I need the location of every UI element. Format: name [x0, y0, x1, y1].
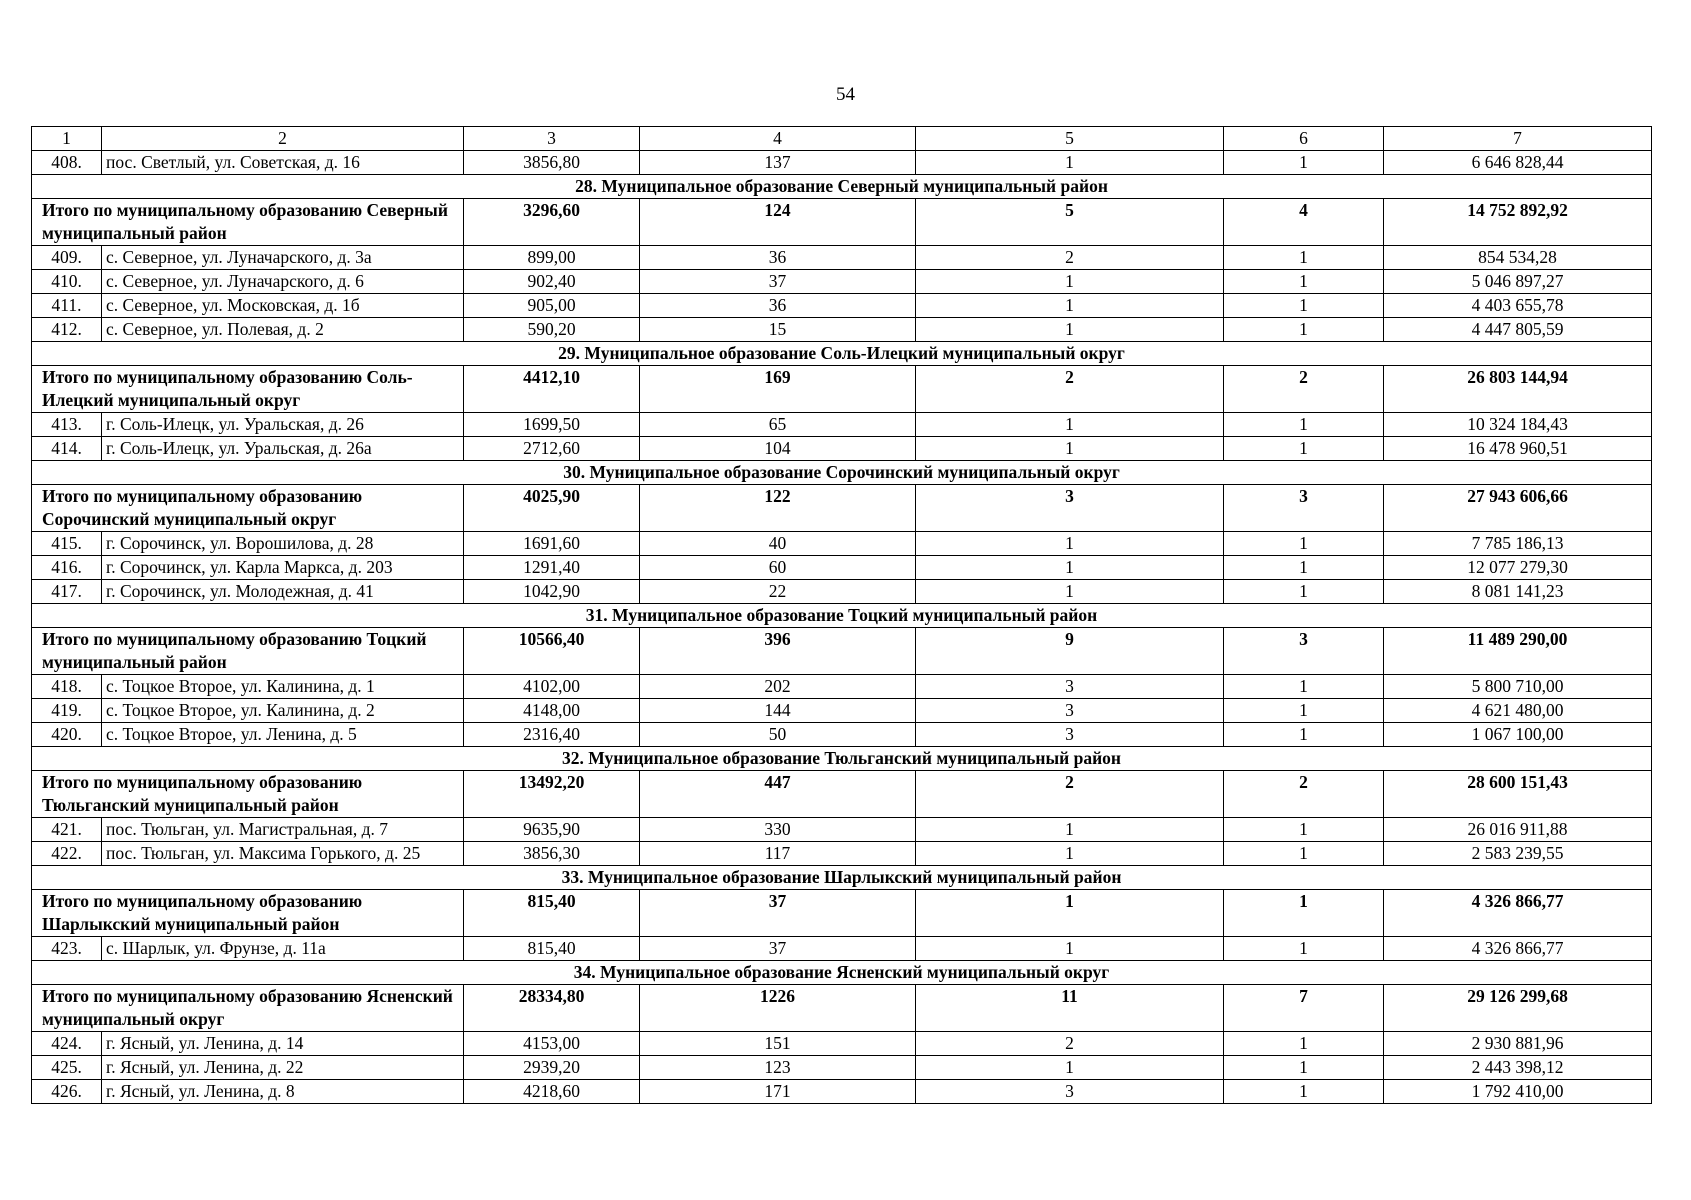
row-address: с. Тоцкое Второе, ул. Калинина, д. 1	[102, 675, 464, 699]
row-residents: 104	[640, 437, 916, 461]
row-address: с. Северное, ул. Полевая, д. 2	[102, 318, 464, 342]
section-title: 28. Муниципальное образование Северный муниципальный район	[32, 175, 1652, 199]
row-residents: 330	[640, 818, 916, 842]
row-address: г. Сорочинск, ул. Молодежная, д. 41	[102, 580, 464, 604]
row-area: 902,40	[464, 270, 640, 294]
row-cost: 8 081 141,23	[1384, 580, 1652, 604]
row-address: г. Ясный, ул. Ленина, д. 8	[102, 1080, 464, 1104]
row-address: с. Северное, ул. Луначарского, д. 3а	[102, 246, 464, 270]
row-number: 420.	[32, 723, 102, 747]
row-area: 2316,40	[464, 723, 640, 747]
row-area: 815,40	[464, 937, 640, 961]
row-area: 4153,00	[464, 1032, 640, 1056]
table-row	[32, 818, 1652, 842]
row-address: с. Северное, ул. Московская, д. 1б	[102, 294, 464, 318]
table-row	[32, 294, 1652, 318]
total-col6: 7	[1224, 985, 1384, 1032]
row-address: с. Тоцкое Второе, ул. Калинина, д. 2	[102, 699, 464, 723]
row-col6: 1	[1224, 937, 1384, 961]
row-area: 2712,60	[464, 437, 640, 461]
total-residents: 396	[640, 628, 916, 675]
row-area: 905,00	[464, 294, 640, 318]
total-row	[32, 485, 1652, 532]
total-col5: 2	[916, 771, 1224, 818]
row-residents: 65	[640, 413, 916, 437]
section-title: 30. Муниципальное образование Сорочинский муниципальный округ	[32, 461, 1652, 485]
row-number: 426.	[32, 1080, 102, 1104]
table-row	[32, 699, 1652, 723]
total-col6: 3	[1224, 628, 1384, 675]
row-area: 1691,60	[464, 532, 640, 556]
row-col6: 1	[1224, 556, 1384, 580]
total-cost: 4 326 866,77	[1384, 890, 1652, 937]
row-number: 424.	[32, 1032, 102, 1056]
page-number: 54	[836, 84, 855, 105]
row-cost: 10 324 184,43	[1384, 413, 1652, 437]
row-number: 421.	[32, 818, 102, 842]
total-row	[32, 890, 1652, 937]
row-area: 1042,90	[464, 580, 640, 604]
row-col6: 1	[1224, 699, 1384, 723]
total-cost: 29 126 299,68	[1384, 985, 1652, 1032]
row-cost: 4 447 805,59	[1384, 318, 1652, 342]
row-number: 411.	[32, 294, 102, 318]
row-col5: 1	[916, 437, 1224, 461]
row-cost: 7 785 186,13	[1384, 532, 1652, 556]
row-area: 3856,30	[464, 842, 640, 866]
column-header: 5	[916, 127, 1224, 151]
row-col6: 1	[1224, 818, 1384, 842]
row-address: с. Шарлык, ул. Фрунзе, д. 11а	[102, 937, 464, 961]
total-residents: 37	[640, 890, 916, 937]
total-residents: 124	[640, 199, 916, 246]
row-col6: 1	[1224, 675, 1384, 699]
row-col5: 2	[916, 246, 1224, 270]
row-address: г. Сорочинск, ул. Карла Маркса, д. 203	[102, 556, 464, 580]
table-row	[32, 1080, 1652, 1104]
row-col6: 1	[1224, 1032, 1384, 1056]
row-cost: 26 016 911,88	[1384, 818, 1652, 842]
total-col5: 2	[916, 366, 1224, 413]
total-area: 3296,60	[464, 199, 640, 246]
total-col6: 4	[1224, 199, 1384, 246]
table-row	[32, 270, 1652, 294]
row-cost: 16 478 960,51	[1384, 437, 1652, 461]
total-label: Итого по муниципальному образованию Тоцкий муниципальный район	[32, 628, 464, 675]
row-col6: 1	[1224, 270, 1384, 294]
row-residents: 37	[640, 937, 916, 961]
table-row	[32, 532, 1652, 556]
row-area: 3856,80	[464, 151, 640, 175]
section-header-row	[32, 866, 1652, 890]
row-number: 408.	[32, 151, 102, 175]
total-residents: 1226	[640, 985, 916, 1032]
row-cost: 12 077 279,30	[1384, 556, 1652, 580]
row-col5: 1	[916, 937, 1224, 961]
table-body	[32, 127, 1652, 1104]
row-col5: 1	[916, 1056, 1224, 1080]
row-col5: 3	[916, 699, 1224, 723]
table-row	[32, 1032, 1652, 1056]
total-area: 815,40	[464, 890, 640, 937]
section-header-row	[32, 342, 1652, 366]
total-col5: 1	[916, 890, 1224, 937]
total-residents: 447	[640, 771, 916, 818]
row-number: 425.	[32, 1056, 102, 1080]
row-area: 1291,40	[464, 556, 640, 580]
total-row	[32, 985, 1652, 1032]
table-row	[32, 842, 1652, 866]
row-residents: 50	[640, 723, 916, 747]
row-address: г. Ясный, ул. Ленина, д. 14	[102, 1032, 464, 1056]
total-area: 28334,80	[464, 985, 640, 1032]
section-header-row	[32, 604, 1652, 628]
total-label: Итого по муниципальному образованию Тюльганский муниципальный район	[32, 771, 464, 818]
total-row	[32, 366, 1652, 413]
total-col5: 5	[916, 199, 1224, 246]
row-cost: 854 534,28	[1384, 246, 1652, 270]
row-col6: 1	[1224, 246, 1384, 270]
row-col6: 1	[1224, 294, 1384, 318]
row-area: 899,00	[464, 246, 640, 270]
row-cost: 5 046 897,27	[1384, 270, 1652, 294]
row-number: 418.	[32, 675, 102, 699]
row-number: 414.	[32, 437, 102, 461]
row-number: 409.	[32, 246, 102, 270]
table-row	[32, 556, 1652, 580]
row-residents: 22	[640, 580, 916, 604]
row-cost: 4 621 480,00	[1384, 699, 1652, 723]
column-header: 1	[32, 127, 102, 151]
row-col6: 1	[1224, 437, 1384, 461]
total-area: 4412,10	[464, 366, 640, 413]
row-number: 412.	[32, 318, 102, 342]
row-number: 419.	[32, 699, 102, 723]
row-address: г. Соль-Илецк, ул. Уральская, д. 26	[102, 413, 464, 437]
total-area: 13492,20	[464, 771, 640, 818]
total-col6: 1	[1224, 890, 1384, 937]
row-residents: 123	[640, 1056, 916, 1080]
row-col6: 1	[1224, 580, 1384, 604]
row-col5: 1	[916, 532, 1224, 556]
total-cost: 26 803 144,94	[1384, 366, 1652, 413]
row-residents: 36	[640, 246, 916, 270]
row-area: 4218,60	[464, 1080, 640, 1104]
column-header: 2	[102, 127, 464, 151]
row-cost: 4 403 655,78	[1384, 294, 1652, 318]
column-header: 6	[1224, 127, 1384, 151]
row-area: 1699,50	[464, 413, 640, 437]
total-residents: 169	[640, 366, 916, 413]
section-header-row	[32, 961, 1652, 985]
row-cost: 6 646 828,44	[1384, 151, 1652, 175]
row-cost: 5 800 710,00	[1384, 675, 1652, 699]
total-cost: 11 489 290,00	[1384, 628, 1652, 675]
section-title: 32. Муниципальное образование Тюльганский муниципальный район	[32, 747, 1652, 771]
column-header: 4	[640, 127, 916, 151]
row-residents: 40	[640, 532, 916, 556]
row-address: г. Соль-Илецк, ул. Уральская, д. 26а	[102, 437, 464, 461]
row-col5: 1	[916, 818, 1224, 842]
total-residents: 122	[640, 485, 916, 532]
total-label: Итого по муниципальному образованию Сорочинский муниципальный округ	[32, 485, 464, 532]
total-col5: 11	[916, 985, 1224, 1032]
total-label: Итого по муниципальному образованию Ясненский муниципальный округ	[32, 985, 464, 1032]
row-col6: 1	[1224, 318, 1384, 342]
total-label: Итого по муниципальному образованию Соль-Илецкий муниципальный округ	[32, 366, 464, 413]
total-cost: 28 600 151,43	[1384, 771, 1652, 818]
total-label: Итого по муниципальному образованию Северный муниципальный район	[32, 199, 464, 246]
total-col5: 3	[916, 485, 1224, 532]
total-cost: 14 752 892,92	[1384, 199, 1652, 246]
row-col5: 1	[916, 270, 1224, 294]
row-address: с. Тоцкое Второе, ул. Ленина, д. 5	[102, 723, 464, 747]
total-row	[32, 199, 1652, 246]
table-row	[32, 246, 1652, 270]
row-area: 4102,00	[464, 675, 640, 699]
row-area: 2939,20	[464, 1056, 640, 1080]
row-area: 4148,00	[464, 699, 640, 723]
row-number: 410.	[32, 270, 102, 294]
table-row	[32, 413, 1652, 437]
total-row	[32, 771, 1652, 818]
row-col5: 1	[916, 556, 1224, 580]
row-col5: 1	[916, 318, 1224, 342]
section-header-row	[32, 175, 1652, 199]
total-col5: 9	[916, 628, 1224, 675]
row-col5: 1	[916, 842, 1224, 866]
row-number: 422.	[32, 842, 102, 866]
row-address: пос. Тюльган, ул. Магистральная, д. 7	[102, 818, 464, 842]
section-title: 33. Муниципальное образование Шарлыкский муниципальный район	[32, 866, 1652, 890]
total-col6: 2	[1224, 771, 1384, 818]
row-residents: 117	[640, 842, 916, 866]
row-area: 9635,90	[464, 818, 640, 842]
row-number: 417.	[32, 580, 102, 604]
row-residents: 202	[640, 675, 916, 699]
total-area: 10566,40	[464, 628, 640, 675]
total-cost: 27 943 606,66	[1384, 485, 1652, 532]
row-col6: 1	[1224, 532, 1384, 556]
row-col5: 3	[916, 1080, 1224, 1104]
row-col5: 1	[916, 580, 1224, 604]
table-row	[32, 151, 1652, 175]
housing-table	[31, 126, 1652, 1104]
row-col6: 1	[1224, 1080, 1384, 1104]
row-col6: 1	[1224, 151, 1384, 175]
row-col5: 3	[916, 723, 1224, 747]
total-col6: 2	[1224, 366, 1384, 413]
row-residents: 171	[640, 1080, 916, 1104]
row-col6: 1	[1224, 842, 1384, 866]
row-residents: 137	[640, 151, 916, 175]
row-residents: 151	[640, 1032, 916, 1056]
table-row	[32, 580, 1652, 604]
table-row	[32, 723, 1652, 747]
row-address: с. Северное, ул. Луначарского, д. 6	[102, 270, 464, 294]
column-header-row	[32, 127, 1652, 151]
row-number: 416.	[32, 556, 102, 580]
row-number: 415.	[32, 532, 102, 556]
column-header: 7	[1384, 127, 1652, 151]
table-row	[32, 437, 1652, 461]
row-col5: 1	[916, 294, 1224, 318]
row-cost: 2 443 398,12	[1384, 1056, 1652, 1080]
row-residents: 37	[640, 270, 916, 294]
row-cost: 2 583 239,55	[1384, 842, 1652, 866]
row-number: 423.	[32, 937, 102, 961]
section-title: 31. Муниципальное образование Тоцкий муниципальный район	[32, 604, 1652, 628]
row-col5: 2	[916, 1032, 1224, 1056]
row-cost: 1 792 410,00	[1384, 1080, 1652, 1104]
column-header: 3	[464, 127, 640, 151]
row-col5: 1	[916, 413, 1224, 437]
row-residents: 15	[640, 318, 916, 342]
row-col6: 1	[1224, 1056, 1384, 1080]
table-row	[32, 937, 1652, 961]
row-area: 590,20	[464, 318, 640, 342]
table-row	[32, 318, 1652, 342]
row-address: г. Сорочинск, ул. Ворошилова, д. 28	[102, 532, 464, 556]
total-row	[32, 628, 1652, 675]
row-address: г. Ясный, ул. Ленина, д. 22	[102, 1056, 464, 1080]
row-residents: 144	[640, 699, 916, 723]
row-cost: 1 067 100,00	[1384, 723, 1652, 747]
row-col5: 1	[916, 151, 1224, 175]
total-area: 4025,90	[464, 485, 640, 532]
section-title: 29. Муниципальное образование Соль-Илецкий муниципальный округ	[32, 342, 1652, 366]
row-residents: 36	[640, 294, 916, 318]
total-label: Итого по муниципальному образованию Шарлыкский муниципальный район	[32, 890, 464, 937]
row-address: пос. Светлый, ул. Советская, д. 16	[102, 151, 464, 175]
section-title: 34. Муниципальное образование Ясненский муниципальный округ	[32, 961, 1652, 985]
table-row	[32, 675, 1652, 699]
table-row	[32, 1056, 1652, 1080]
row-col6: 1	[1224, 413, 1384, 437]
total-col6: 3	[1224, 485, 1384, 532]
row-cost: 2 930 881,96	[1384, 1032, 1652, 1056]
row-cost: 4 326 866,77	[1384, 937, 1652, 961]
row-number: 413.	[32, 413, 102, 437]
section-header-row	[32, 461, 1652, 485]
row-residents: 60	[640, 556, 916, 580]
row-col5: 3	[916, 675, 1224, 699]
section-header-row	[32, 747, 1652, 771]
row-address: пос. Тюльган, ул. Максима Горького, д. 25	[102, 842, 464, 866]
row-col6: 1	[1224, 723, 1384, 747]
